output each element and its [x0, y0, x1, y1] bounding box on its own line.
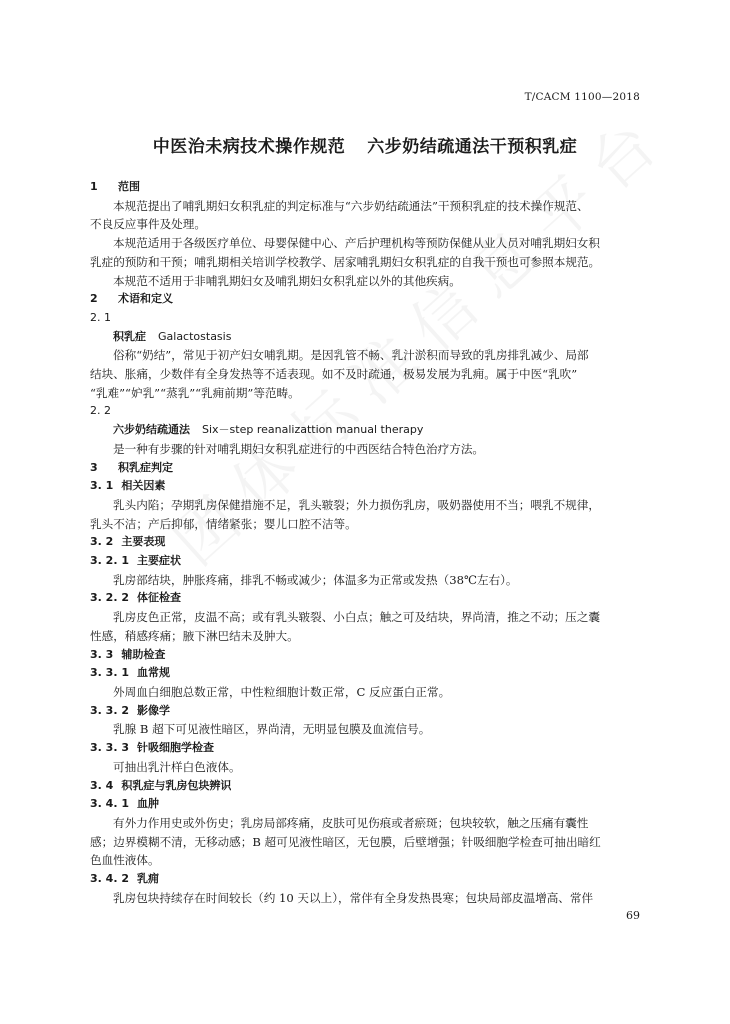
section-heading: [90, 552, 642, 571]
section-number: 3. 3. 1: [90, 666, 129, 680]
section-title: 辅助检查: [121, 647, 166, 661]
paragraph-line: 乳头内陷；孕期乳房保健措施不足，乳头皲裂；外力损伤乳房，吸奶器使用不当；喂乳不规律，: [113, 497, 600, 512]
section-title: 相关因素: [121, 479, 166, 493]
paragraph-line: 外周血白细胞总数正常，中性粒细胞计数正常，C 反应蛋白正常。: [113, 684, 451, 699]
section-number: 3. 4. 2: [90, 872, 129, 886]
section-title: 范围: [118, 180, 140, 193]
section-title: 术语和定义: [118, 292, 173, 306]
standard-code: T/CACM 1100—2018: [524, 91, 640, 103]
section-number: 1: [90, 180, 98, 193]
section-heading: [90, 795, 642, 814]
title-part-2: 六步奶结疏通法干预积乳症: [367, 137, 578, 157]
page-number: 69: [626, 909, 640, 922]
section-title: 血肿: [136, 797, 159, 811]
section-number: 3. 2. 2: [90, 591, 129, 605]
term-entry: [90, 328, 642, 347]
paragraph-line: 结块、胀痛，少数伴有全身发热等不适表现。如不及时疏通，极易发展为乳痈。属于中医“乳吹”: [90, 367, 578, 382]
section-heading: [90, 290, 642, 309]
paragraph-line: 俗称“奶结”，常见于初产妇女哺乳期。是因乳管不畅、乳汁淤积而导致的乳房排乳减少、局部: [113, 348, 589, 363]
section-number: 3. 2. 1: [90, 554, 129, 568]
section-title: 影像学: [136, 703, 170, 717]
section-title: 乳痈: [136, 872, 159, 886]
paragraph-line: “乳难”“妒乳”“蒸乳”“乳痈前期”等范畴。: [90, 385, 300, 400]
paragraph-line: 感；边界模糊不清，无移动感；B 超可见液性暗区，无包膜，后壁增强；针吸细胞学检查可抽出暗红: [90, 834, 601, 849]
paragraph-line: 可抽出乳汁样白色液体。: [113, 759, 241, 774]
paragraph-line: 乳腺 B 超下可见液性暗区，界尚清，无明显包膜及血流信号。: [113, 722, 431, 737]
term-cn: 六步奶结疏通法: [113, 423, 190, 437]
paragraph-line: 乳房包块持续存在时间较长（约 10 天以上），常伴有全身发热畏寒；包块局部皮温增高、常伴: [113, 890, 594, 905]
section-title: 血常规: [136, 666, 170, 680]
section-heading: [90, 459, 642, 478]
paragraph-line: 本规范不适用于非哺乳期妇女及哺乳期妇女积乳症以外的其他疾病。: [113, 273, 461, 288]
paragraph-line: 乳房部结块，肿胀疼痛，排乳不畅或减少；体温多为正常或发热（38℃左右）。: [113, 572, 518, 587]
section-heading: [90, 477, 642, 496]
paragraph-line: 是一种有步骤的针对哺乳期妇女积乳症进行的中西医结合特色治疗方法。: [113, 441, 485, 456]
section-number: 3: [90, 460, 98, 474]
paragraph-line: 有外力作用史或外伤史；乳房局部疼痛，皮肤可见伤痕或者瘀斑；包块较软，触之压痛有囊性: [113, 815, 589, 830]
section-heading: [90, 664, 642, 683]
term-cn: 积乳症: [113, 329, 146, 343]
paragraph-line: 本规范提出了哺乳期妇女积乳症的判定标准与“六步奶结疏通法”干预积乳症的技术操作规范、: [113, 198, 589, 213]
paragraph-line: 色血性液体。: [90, 853, 160, 868]
section-title: 积乳症判定: [118, 460, 173, 474]
section-title: 主要表现: [121, 535, 166, 549]
document-body: [90, 178, 642, 907]
section-number: 3. 4. 1: [90, 797, 129, 811]
paragraph-line: 本规范适用于各级医疗单位、母婴保健中心、产后护理机构等预防保健从业人员对哺乳期妇女积: [113, 236, 600, 251]
section-number: 3. 3: [90, 647, 114, 661]
section-heading: [90, 646, 642, 665]
term-en: Six－step reanalizattion manual therapy: [202, 423, 424, 437]
section-heading: [90, 702, 642, 721]
title-part-1: 中医治未病技术操作规范: [152, 137, 346, 157]
section-number: 3. 3. 3: [90, 741, 129, 755]
section-title: 体征检查: [136, 591, 181, 605]
term-en: Galactostasis: [158, 329, 232, 343]
section-title: 主要症状: [136, 554, 181, 568]
paragraph-line: 乳头不洁；产后抑郁，情绪紧张；婴儿口腔不洁等。: [90, 516, 357, 531]
page-title: [0, 132, 730, 157]
section-heading: [90, 533, 642, 552]
clause-number: 2. 1: [90, 310, 111, 324]
section-heading: [90, 739, 642, 758]
section-number: 3. 3. 2: [90, 703, 129, 717]
section-title: 积乳症与乳房包块辨识: [121, 778, 232, 792]
clause-number: 2. 2: [90, 404, 111, 418]
section-number: 2: [90, 292, 98, 306]
section-title: 针吸细胞学检查: [136, 741, 214, 755]
section-number: 3. 4: [90, 778, 114, 792]
paragraph-line: 不良反应事件及处理。: [90, 217, 206, 232]
section-heading: [90, 589, 642, 608]
section-heading: [90, 777, 642, 796]
section-heading: [90, 870, 642, 889]
paragraph-line: 乳症的预防和干预；哺乳期相关培训学校教学、居家哺乳期妇女积乳症的自我干预也可参照本规范。: [90, 254, 601, 269]
section-heading: [90, 178, 642, 197]
section-number: 3. 1: [90, 479, 114, 493]
paragraph-line: 乳房皮色正常，皮温不高；或有乳头皲裂、小白点；触之可及结块，界尚清，推之不动；压之囊: [113, 610, 600, 625]
paragraph-line: 性感，稍感疼痛；腋下淋巴结未及肿大。: [90, 628, 299, 643]
section-number: 3. 2: [90, 535, 114, 549]
term-entry: [90, 421, 642, 440]
